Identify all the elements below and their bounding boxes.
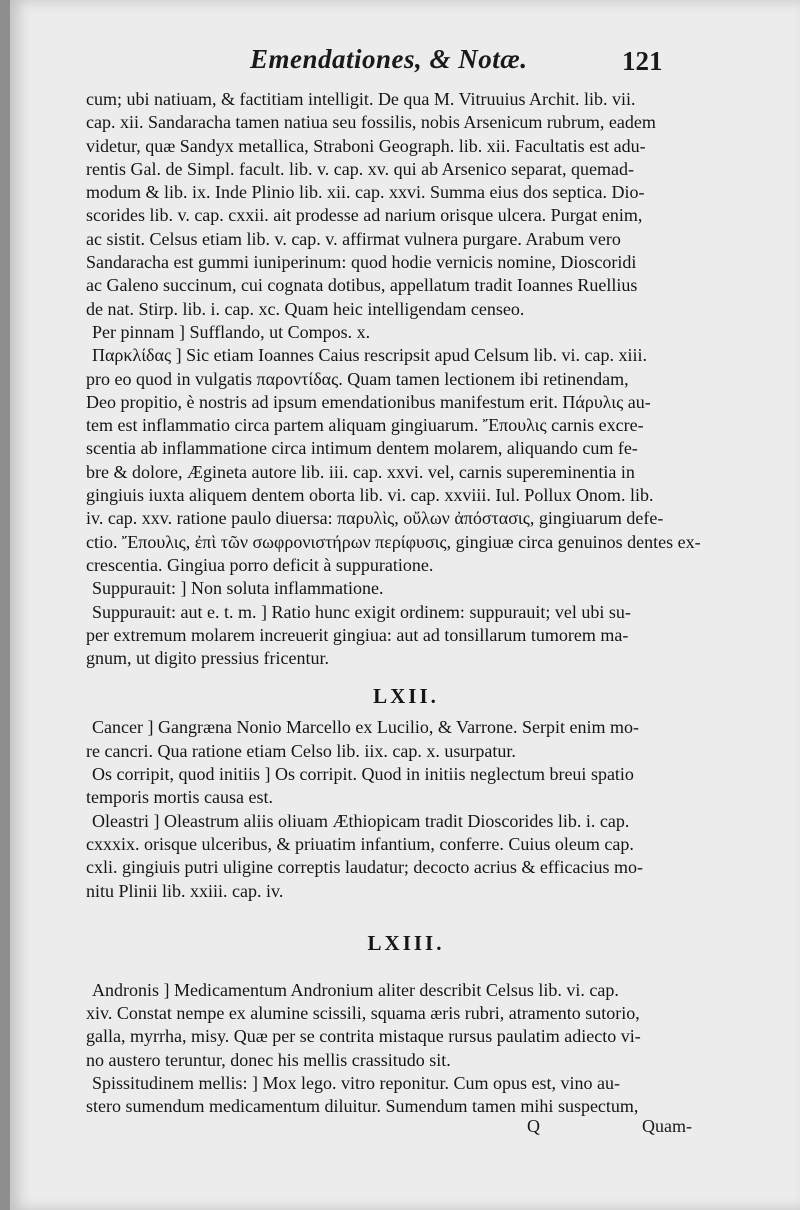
text-line: Cancer ] Gangræna Nonio Marcello ex Lucilio, & Varrone. Serpit enim mo- <box>92 717 640 738</box>
text-line: Spissitudinem mellis: ] Mox lego. vitro reponitur. Cum opus est, vino au- <box>92 1072 620 1093</box>
text-line: scorides lib. v. cap. cxxii. ait prodesse ad narium orisque ulcera. Purgat enim, <box>86 205 643 226</box>
section-heading-63: LXIII. <box>367 930 445 955</box>
text-line: Suppurauit: aut e. t. m. ] Ratio hunc exigit ordinem: suppurauit; vel ubi su- <box>92 601 631 622</box>
text-line: nitu Plinii lib. xxiii. cap. iv. <box>86 880 284 901</box>
running-title: Emendationes, & Notæ. <box>250 44 528 74</box>
signature-mark: Q <box>527 1116 540 1136</box>
text-line: rentis Gal. de Simpl. facult. lib. v. cap. xv. qui ab Arsenico separat, quemad- <box>86 158 635 179</box>
text-line: galla, myrrha, misy. Quæ per se contrita mistaque rursus paulatim adiecto vi- <box>86 1026 641 1047</box>
text-line: ac Galeno succinum, cui cognata dotibus, appellatum tradit Ioannes Ruellius <box>86 275 638 296</box>
text-line: stero sumendum medicamentum diluitur. Sumendum tamen mihi suspectum, <box>86 1096 639 1117</box>
text-line: Os corripit, quod initiis ] Os corripit. Quod in initiis neglectum breui spatio <box>92 764 634 785</box>
text-line: gingiuis iuxta aliquem dentem oborta lib. vi. cap. xxviii. Iul. Pollux Onom. lib. <box>86 485 654 506</box>
commentary-block-61 <box>86 88 726 670</box>
text-line: Deo propitio, è nostris ad ipsum emendationibus manifestum erit. Πάρυλις au- <box>86 391 651 412</box>
text-line: Oleastri ] Oleastrum aliis oliuam Æthiopicam tradit Dioscorides lib. i. cap. <box>92 810 630 831</box>
text-line: cxxxix. orisque ulceribus, & priuatim infantium, conferre. Cuius oleum cap. <box>86 833 634 854</box>
text-line: pro eo quod in vulgatis παροντίδας. Quam tamen lectionem ibi retinendam, <box>86 368 629 389</box>
text-line: crescentia. Gingiua porro deficit à suppuratione. <box>86 554 434 575</box>
book-page <box>10 0 800 1210</box>
text-line: per extremum molarem increuerit gingiua: aut ad tonsillarum tumorem ma- <box>86 624 629 645</box>
commentary-block-63 <box>86 979 726 1119</box>
text-line: xiv. Constat nempe ex alumine scissili, squama æris rubri, atramento sutorio, <box>86 1003 640 1024</box>
text-line: no austero teruntur, donec his mellis crassitudo sit. <box>86 1049 451 1070</box>
page-header <box>10 44 800 84</box>
section-heading-62: LXII. <box>373 684 439 709</box>
text-line: bre & dolore, Ægineta autore lib. iii. cap. xxvi. vel, carnis supereminentia in <box>86 461 635 482</box>
page-footer <box>10 1116 800 1146</box>
catchword: Quam- <box>642 1116 692 1136</box>
page-number: 121 <box>622 46 663 76</box>
text-line: Suppurauit: ] Non soluta inflammatione. <box>92 578 384 599</box>
text-line: gnum, ut digito pressius fricentur. <box>86 648 329 669</box>
commentary-block-62 <box>86 716 726 902</box>
text-line: scentia ab inflammatione circa intimum dentem molarem, aliquando cum fe- <box>86 438 638 459</box>
text-line: de nat. Stirp. lib. i. cap. xc. Quam heic intelligendam censeo. <box>86 298 525 319</box>
text-line: cap. xii. Sandaracha tamen natiua seu fossilis, nobis Arsenicum rubrum, eadem <box>86 112 656 133</box>
text-line: Andronis ] Medicamentum Andronium aliter describit Celsus lib. vi. cap. <box>92 979 619 1000</box>
text-line: modum & lib. ix. Inde Plinio lib. xii. cap. xxvi. Summa eius dos septica. Dio- <box>86 182 645 203</box>
text-line: Per pinnam ] Sufflando, ut Compos. x. <box>92 321 371 342</box>
text-line: cxli. gingiuis putri uligine correptis laudatur; decocto acrius & efficacius mo- <box>86 857 644 878</box>
text-line: ac sistit. Celsus etiam lib. v. cap. v. affirmat vulnera purgare. Arabum vero <box>86 228 621 249</box>
text-line: cum; ubi natiuam, & factitiam intelligit. De qua M. Vitruuius Archit. lib. vii. <box>86 89 636 109</box>
text-line: Παρκλίδας ] Sic etiam Ioannes Caius rescripsit apud Celsum lib. vi. cap. xiii. <box>92 345 648 366</box>
text-line: tem est inflammatio circa partem aliquam gingiuarum. Ἔπουλις carnis excre- <box>86 415 644 436</box>
text-line: iv. cap. xxv. ratione paulo diuersa: παρυλὶς, οὔλων ἀπόστασις, gingiuarum defe- <box>86 508 664 529</box>
text-line: ctio. Ἔπουλις, ἐπὶ τῶν σωφρονιστήρων περίφυσις, gingiuæ circa genuinos dentes ex- <box>86 531 701 552</box>
text-line: Sandaracha est gummi iuniperinum: quod hodie vernicis nomine, Dioscoridi <box>86 252 637 273</box>
text-line: videtur, quæ Sandyx metallica, Straboni Geograph. lib. xii. Facultatis est adu- <box>86 135 646 156</box>
body-text <box>86 88 726 1119</box>
text-line: temporis mortis causa est. <box>86 787 273 808</box>
text-line: re cancri. Qua ratione etiam Celso lib. iix. cap. x. usurpatur. <box>86 740 516 761</box>
